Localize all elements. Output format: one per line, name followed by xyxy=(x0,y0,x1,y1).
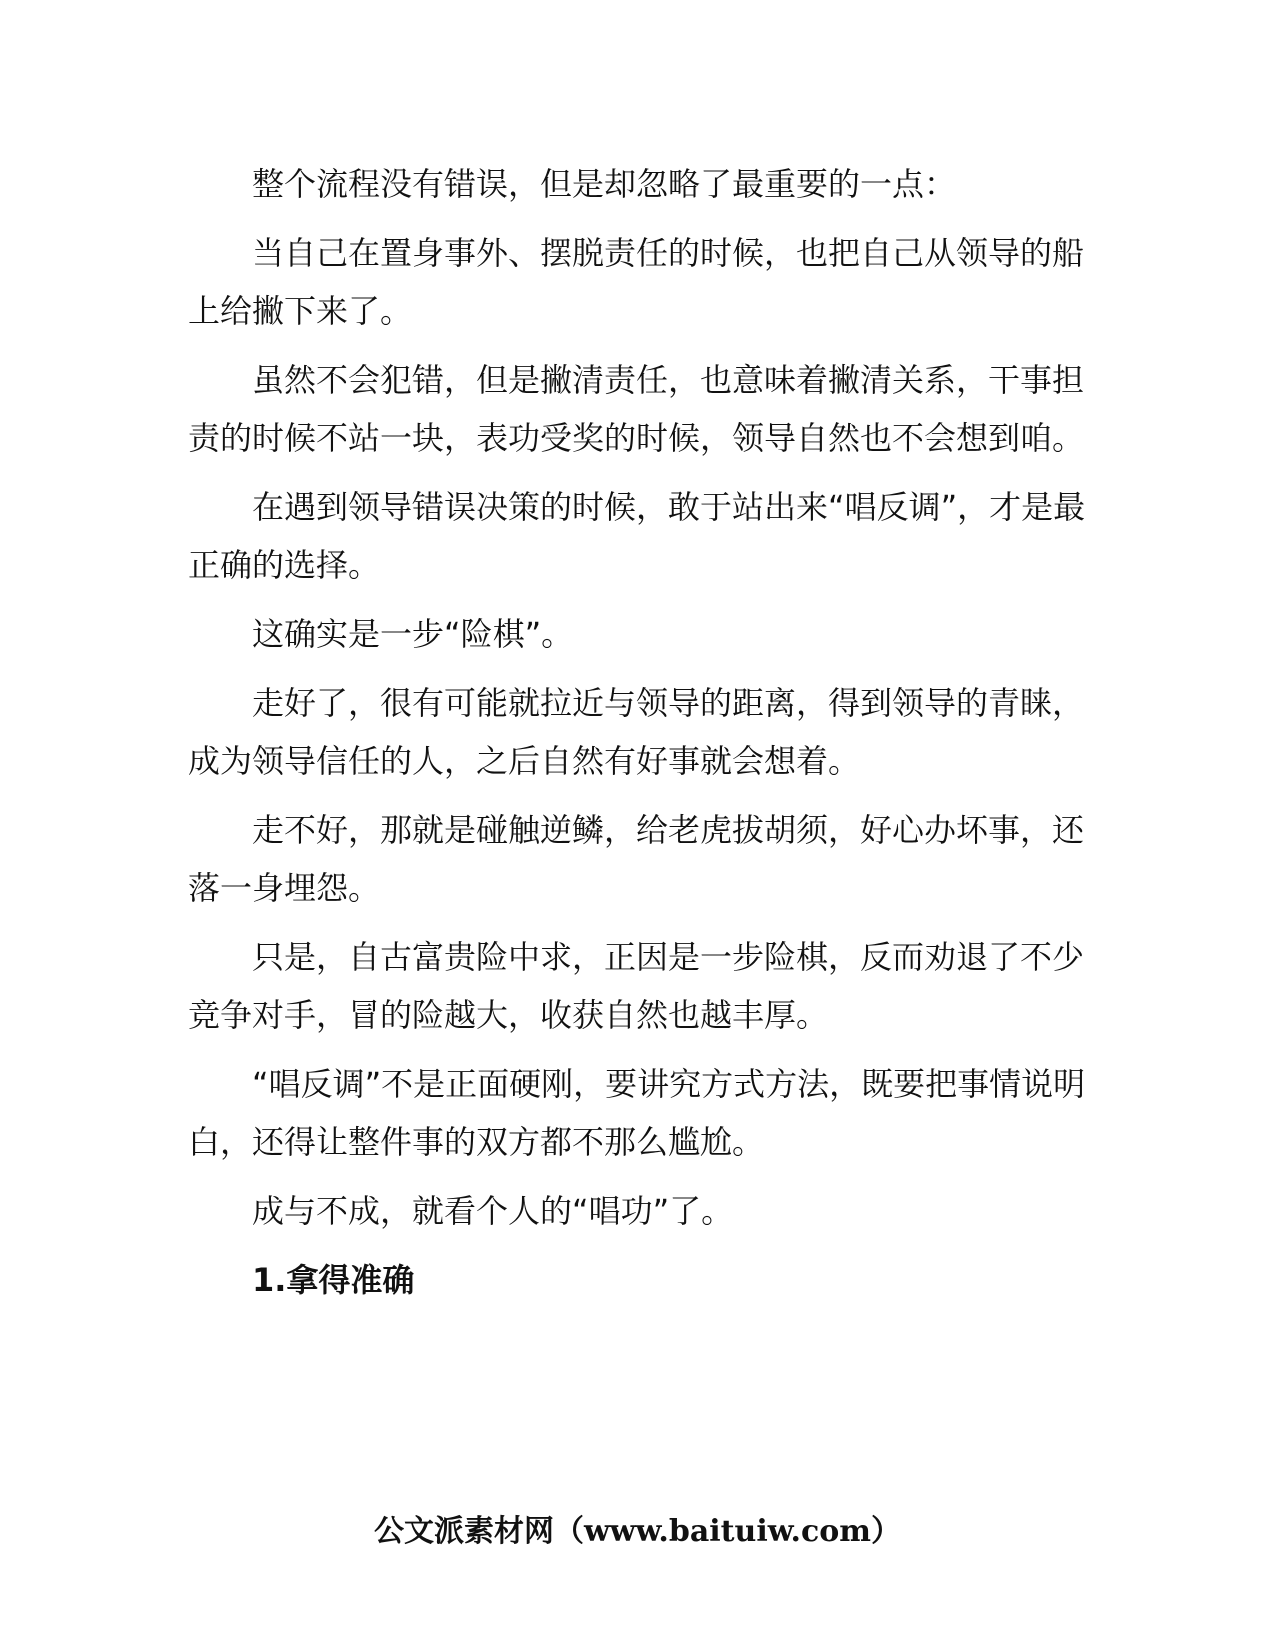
paragraph: 这确实是一步“险棋”。 xyxy=(252,615,574,653)
paragraph: 虽然不会犯错，但是撇清责任，也意味着撇清关系，干事担责的时候不站一块，表功受奖的时候，领导自然也不会想到咱。 xyxy=(188,361,1085,457)
paragraph: 只是，自古富贵险中求，正因是一步险棋，反而劝退了不少竞争对手，冒的险越大，收获自然也越丰厚。 xyxy=(188,938,1085,1034)
paragraph: 成与不成，就看个人的“唱功”了。 xyxy=(252,1192,734,1230)
section-heading: 1.拿得准确 xyxy=(252,1261,415,1299)
paragraph: 在遇到领导错误决策的时候，敢于站出来“唱反调”，才是最正确的选择。 xyxy=(188,488,1086,584)
page-footer: 公文派素材网（www.baituiw.com） xyxy=(373,1514,902,1549)
paragraph: 整个流程没有错误，但是却忽略了最重要的一点： xyxy=(252,165,957,203)
paragraph: “唱反调”不是正面硬刚，要讲究方式方法，既要把事情说明白，还得让整件事的双方都不那么尴尬。 xyxy=(188,1065,1086,1161)
paragraph: 走不好，那就是碰触逆鳞，给老虎拔胡须，好心办坏事，还落一身埋怨。 xyxy=(188,811,1085,907)
paragraph: 走好了，很有可能就拉近与领导的距离，得到领导的青睐，成为领导信任的人，之后自然有好事就会想着。 xyxy=(188,684,1085,780)
paragraph: 当自己在置身事外、摆脱责任的时候，也把自己从领导的船上给撇下来了。 xyxy=(188,234,1085,330)
document-body xyxy=(188,155,1093,1320)
